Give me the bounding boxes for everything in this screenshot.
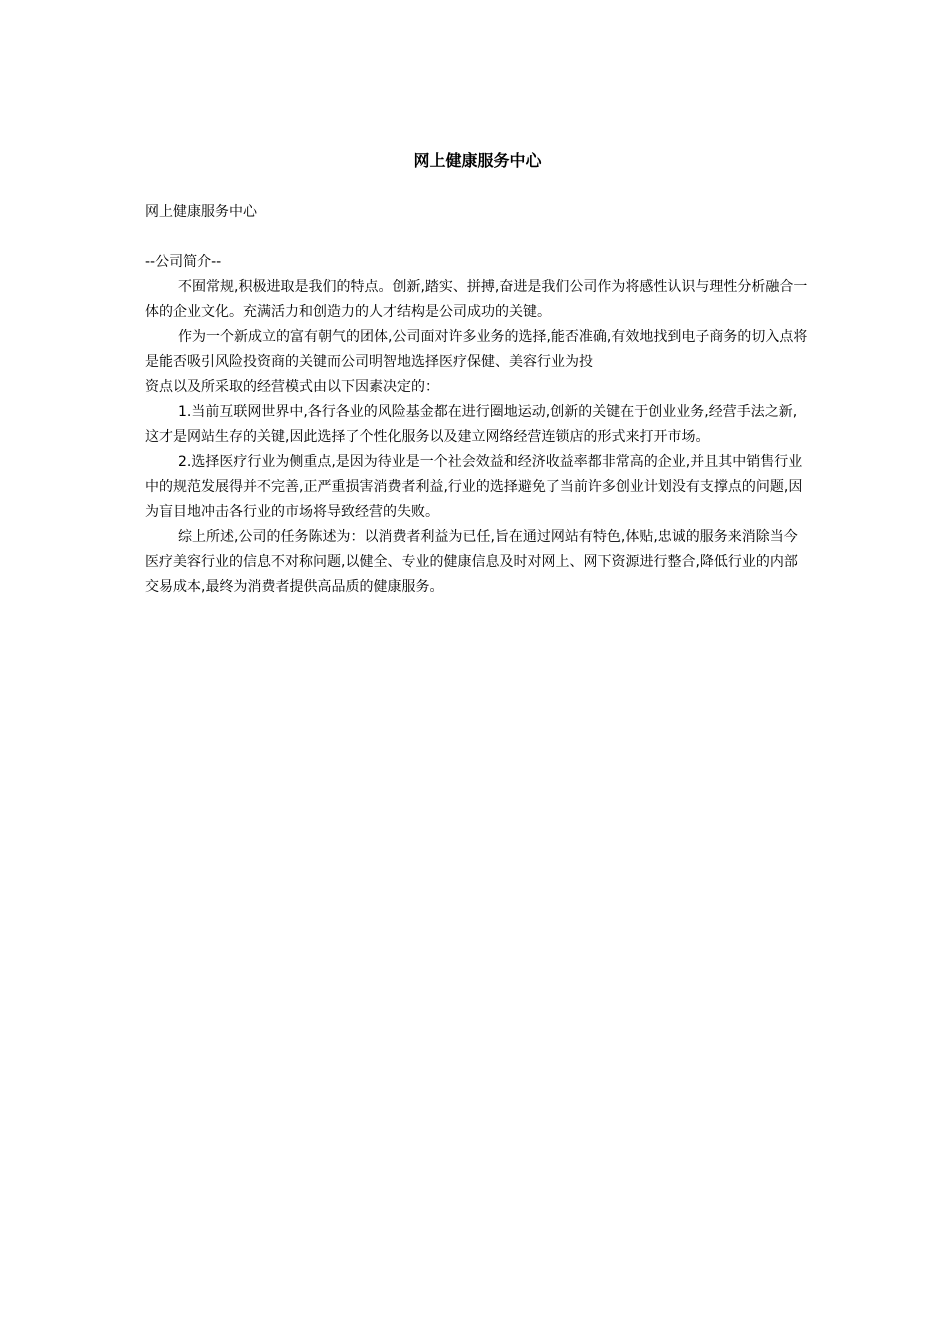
paragraph-2: 作为一个新成立的富有朝气的团体,公司面对许多业务的选择,能否准确,有效地找到电子商务的切入点将是能否吸引风险投资商的关键而公司明智地选择医疗保健、美容行业为投 [145,329,808,370]
document-title: 网上健康服务中心 [413,151,542,170]
paragraph-6: 综上所述,公司的任务陈述为：以消费者利益为已任,旨在通过网站有特色,体贴,忠诚的服务来消除当今医疗美容行业的信息不对称问题,以健全、专业的健康信息及时对网上、网下资源进行整合,降低行业的内部交易成本,最终为消费者提供高品质的健康服务。 [145,529,798,595]
section-heading-company-intro: --公司简介-- [145,254,222,270]
document-page [145,148,810,600]
paragraph-3: 资点以及所采取的经营模式由以下因素决定的： [145,379,439,395]
paragraph-4: 1.当前互联网世界中,各行各业的风险基金都在进行圈地运动,创新的关键在于创业业务,经营手法之新,这才是网站生存的关键,因此选择了个性化服务以及建立网络经营连锁店的形式来打开市场。 [145,404,798,445]
paragraph-1: 不囿常规,积极进取是我们的特点。创新,踏实、拼搏,奋进是我们公司作为将感性认识与理性分析融合一体的企业文化。充满活力和创造力的人才结构是公司成功的关键。 [145,279,808,320]
paragraph-5: 2.选择医疗行业为侧重点,是因为待业是一个社会效益和经济收益率都非常高的企业,并且其中销售行业中的规范发展得并不完善,正严重损害消费者利益,行业的选择避免了当前许多创业计划没有支撑点的问题,因为盲目地冲击各行业的市场将导致经营的失败。 [145,454,803,520]
document-subtitle: 网上健康服务中心 [145,204,257,220]
